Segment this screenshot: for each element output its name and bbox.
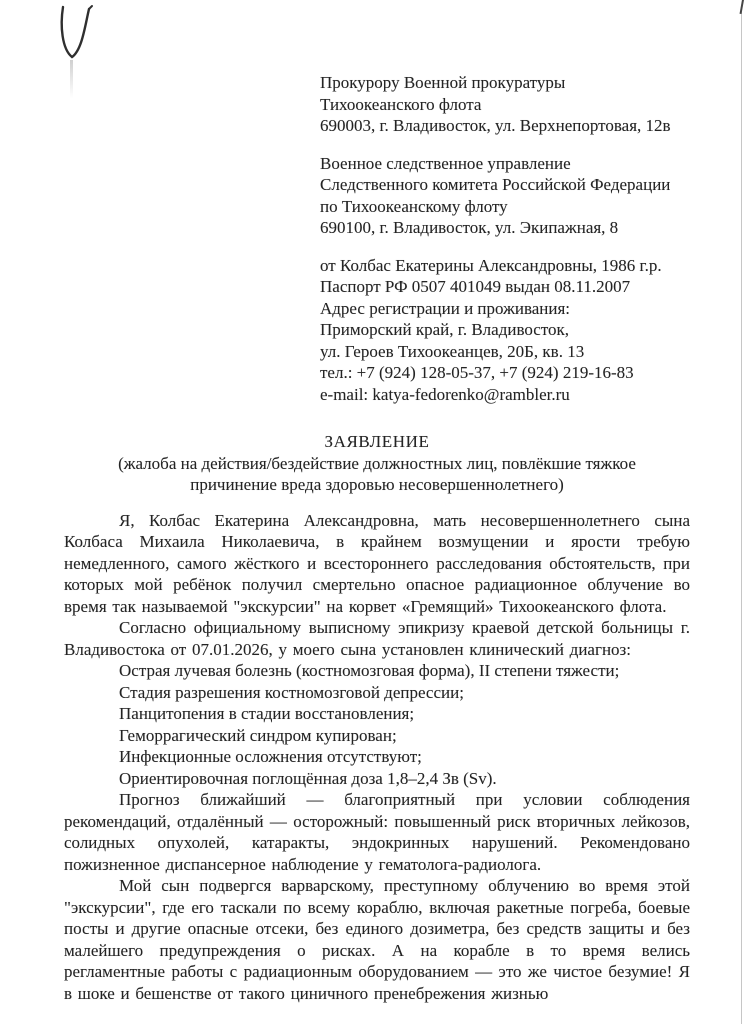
sender-detail-line: от Колбас Екатерины Александровны, 1986 г.р.: [320, 255, 662, 275]
paragraph-prognosis: Прогноз ближайший — благоприятный при условии соблюдения рекомендаций, отдалённый — осторожный: повышенный риск вторичных лейкозов, солидных опухолей, катаракты, эндокринных нарушений. Рекомендовано пожизненное диспансерное наблюдение у гематолога-радиолога.: [64, 790, 690, 874]
paragraph-diagnosis-intro: Согласно официальному выписному эпикризу краевой детской больницы г. Владивостока от 07.01.2026, у моего сына установлен клинический диагноз:: [64, 618, 690, 659]
document-subtitle: (жалоба на действия/бездействие должностных лиц, повлёкшие тяжкое причинение вреда здоровью несовершеннолетнего): [118, 453, 636, 494]
recipient-block-investigative: [320, 153, 690, 239]
paragraph-intro: Я, Колбас Екатерина Александровна, мать несовершеннолетнего сына Колбаса Михаила Николаевича, в крайнем возмущении и ярости требую немедленного, самого жёсткого и всестороннего расследования обстоятельств, при которых мой ребёнок получил смертельно опасное радиационное облучение во время так называемой "экскурсии" на корвет «Гремящий» Тихоокеанского флота.: [64, 510, 690, 616]
sender-detail-line: Адрес регистрации и проживания:: [320, 298, 571, 318]
diagnosis-item: Панцитопения в стадии восстановления;: [119, 704, 415, 723]
scan-corner-artifact: [740, 0, 745, 14]
paragraph-final: Мой сын подвергся варварскому, преступному облучению во время этой "экскурсии", где его таскали по всему кораблю, включая ракетные погреба, боевые посты и другие опасные отсеки, без единого дозиметра, без средств защиты и без малейшего предупреждения о рисках. А на корабле в то время велись регламентные работы с радиационным оборудованием — это же чистое безумие! Я в шоке и бешенстве от такого циничного пренебрежения жизнью: [64, 876, 690, 1003]
diagnosis-item: Ориентировочная поглощённая доза 1,8–2,4 Зв (Sv).: [119, 768, 497, 788]
diagnosis-list: [64, 660, 690, 789]
diagnosis-item: Геморрагический синдром купирован;: [119, 725, 397, 745]
sender-detail-line: e-mail: katya-fedorenko@rambler.ru: [320, 384, 570, 404]
diagnosis-item: Инфекционные осложнения отсутствуют;: [119, 747, 422, 766]
recipient-block-prosecutor: [320, 72, 690, 137]
scan-edge-artifact: [741, 8, 742, 1024]
sender-detail-line: ул. Героев Тихоокеанцев, 20Б, кв. 13: [320, 341, 585, 361]
sender-block: [320, 255, 690, 406]
recipient-address-line: Следственного комитета Российской Федерации: [320, 175, 671, 194]
document-content: [64, 72, 690, 1004]
recipient-address-line: Прокурору Военной прокуратуры: [320, 73, 566, 92]
paperclip-icon: [52, 4, 98, 66]
recipient-address-line: 690003, г. Владивосток, ул. Верхнепортовая, 12в: [320, 116, 671, 135]
diagnosis-item: Острая лучевая болезнь (костномозговая форма), II степени тяжести;: [119, 661, 620, 680]
diagnosis-item: Стадия разрешения костномозговой депрессии;: [119, 682, 464, 702]
recipient-address-line: Военное следственное управление: [320, 153, 571, 173]
sender-detail-line: Приморский край, г. Владивосток,: [320, 320, 570, 339]
document-title: ЗАЯВЛЕНИЕ: [324, 432, 430, 451]
recipient-address-line: 690100, г. Владивосток, ул. Экипажная, 8: [320, 218, 619, 237]
document-body: [64, 510, 690, 1005]
recipient-address-line: по Тихоокеанскому флоту: [320, 196, 508, 216]
sender-detail-line: тел.: +7 (924) 128-05-37, +7 (924) 219-16-83: [320, 363, 634, 382]
recipient-address-line: Тихоокеанского флота: [320, 94, 482, 114]
sender-detail-line: Паспорт РФ 0507 401049 выдан 08.11.2007: [320, 277, 631, 296]
